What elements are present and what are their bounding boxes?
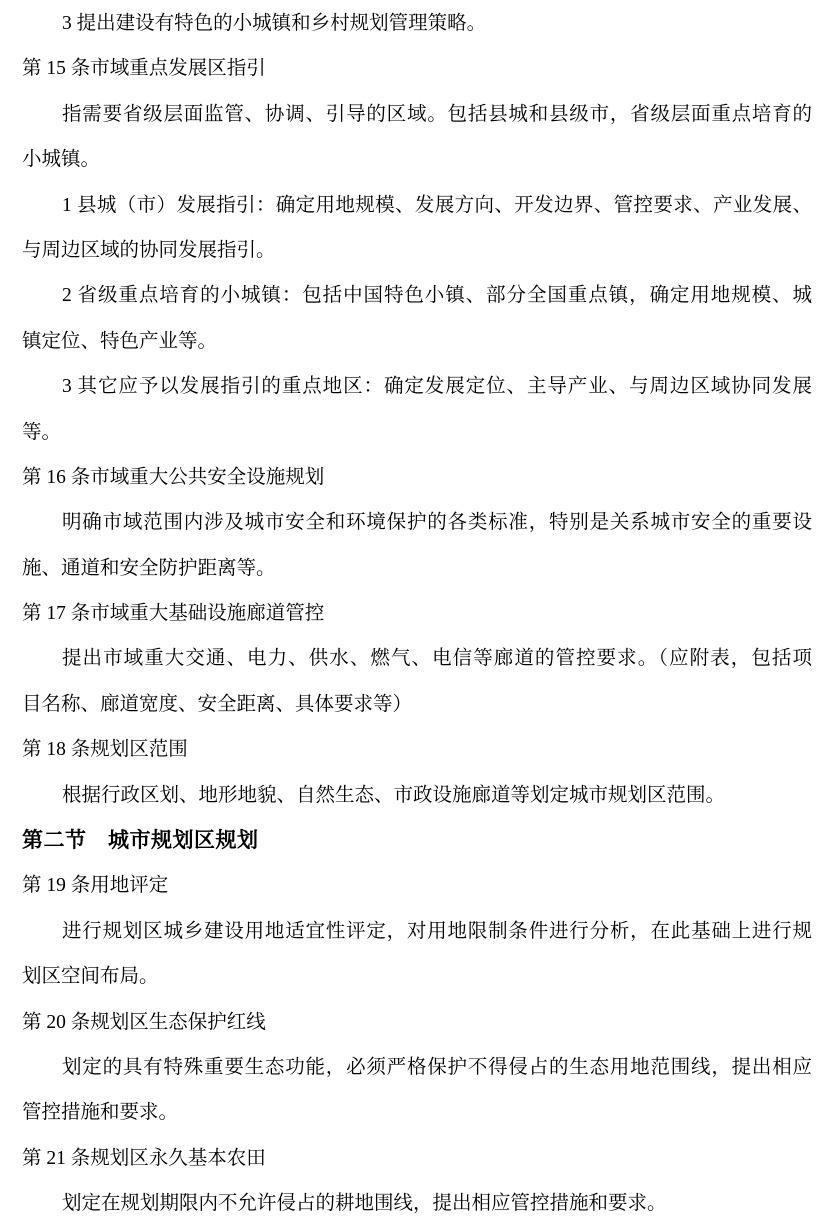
paragraph-line: 明确市域范围内涉及城市安全和环境保护的各类标准，特别是关系城市安全的重要设: [62, 512, 812, 534]
paragraph-line: 3 其它应予以发展指引的重点地区：确定发展定位、主导产业、与周边区域协同发展: [62, 376, 812, 398]
article-heading-line: 第 16 条市域重大公共安全设施规划: [22, 466, 325, 488]
paragraph-line: 3 提出建设有特色的小城镇和乡村规划管理策略。: [62, 13, 487, 34]
section-heading: 第二节 城市规划区规划: [22, 829, 259, 853]
article-heading-line: 第 17 条市域重大基础设施廊道管控: [22, 603, 325, 625]
article-heading-line: 第 18 条规划区范围: [22, 739, 188, 761]
paragraph-line: 提出市域重大交通、电力、供水、燃气、电信等廊道的管控要求。（应附表，包括项: [62, 648, 812, 670]
article-heading-line: 第 19 条用地评定: [22, 875, 169, 897]
paragraph-line: 小城镇。: [22, 149, 101, 171]
article-heading-line: 第 15 条市域重点发展区指引: [22, 58, 266, 80]
paragraph-line: 2 省级重点培育的小城镇：包括中国特色小镇、部分全国重点镇，确定用地规模、城: [62, 285, 812, 307]
paragraph-line: 1 县城（市）发展指引：确定用地规模、发展方向、开发边界、管控要求、产业发展、: [62, 194, 812, 216]
paragraph-line: 镇定位、特色产业等。: [22, 330, 218, 352]
paragraph-line: 进行规划区城乡建设用地适宜性评定，对用地限制条件进行分析，在此基础上进行规: [62, 920, 812, 942]
document-lines: [22, 1, 812, 1227]
paragraph-line: 划区空间布局。: [22, 966, 159, 988]
article-heading-line: 第 20 条规划区生态保护红线: [22, 1011, 266, 1033]
paragraph-line: 划定在规划期限内不允许侵占的耕地围线，提出相应管控措施和要求。: [62, 1193, 667, 1215]
article-heading-line: 第 21 条规划区永久基本农田: [22, 1147, 266, 1169]
paragraph-line: 指需要省级层面监管、协调、引导的区域。包括县城和县级市，省级层面重点培育的: [62, 103, 812, 125]
paragraph-line: 目名称、廊道宽度、安全距离、具体要求等）: [22, 693, 413, 715]
paragraph-line: 根据行政区划、地形地貌、自然生态、市政设施廊道等划定城市规划区范围。: [62, 784, 726, 806]
paragraph-line: 施、通道和安全防护距离等。: [22, 557, 276, 579]
paragraph-line: 等。: [22, 421, 62, 443]
paragraph-line: 划定的具有特殊重要生态功能，必须严格保护不得侵占的生态用地范围线，提出相应: [62, 1056, 812, 1078]
paragraph-line: 管控措施和要求。: [22, 1102, 179, 1124]
paragraph-line: 与周边区域的协同发展指引。: [22, 239, 276, 261]
